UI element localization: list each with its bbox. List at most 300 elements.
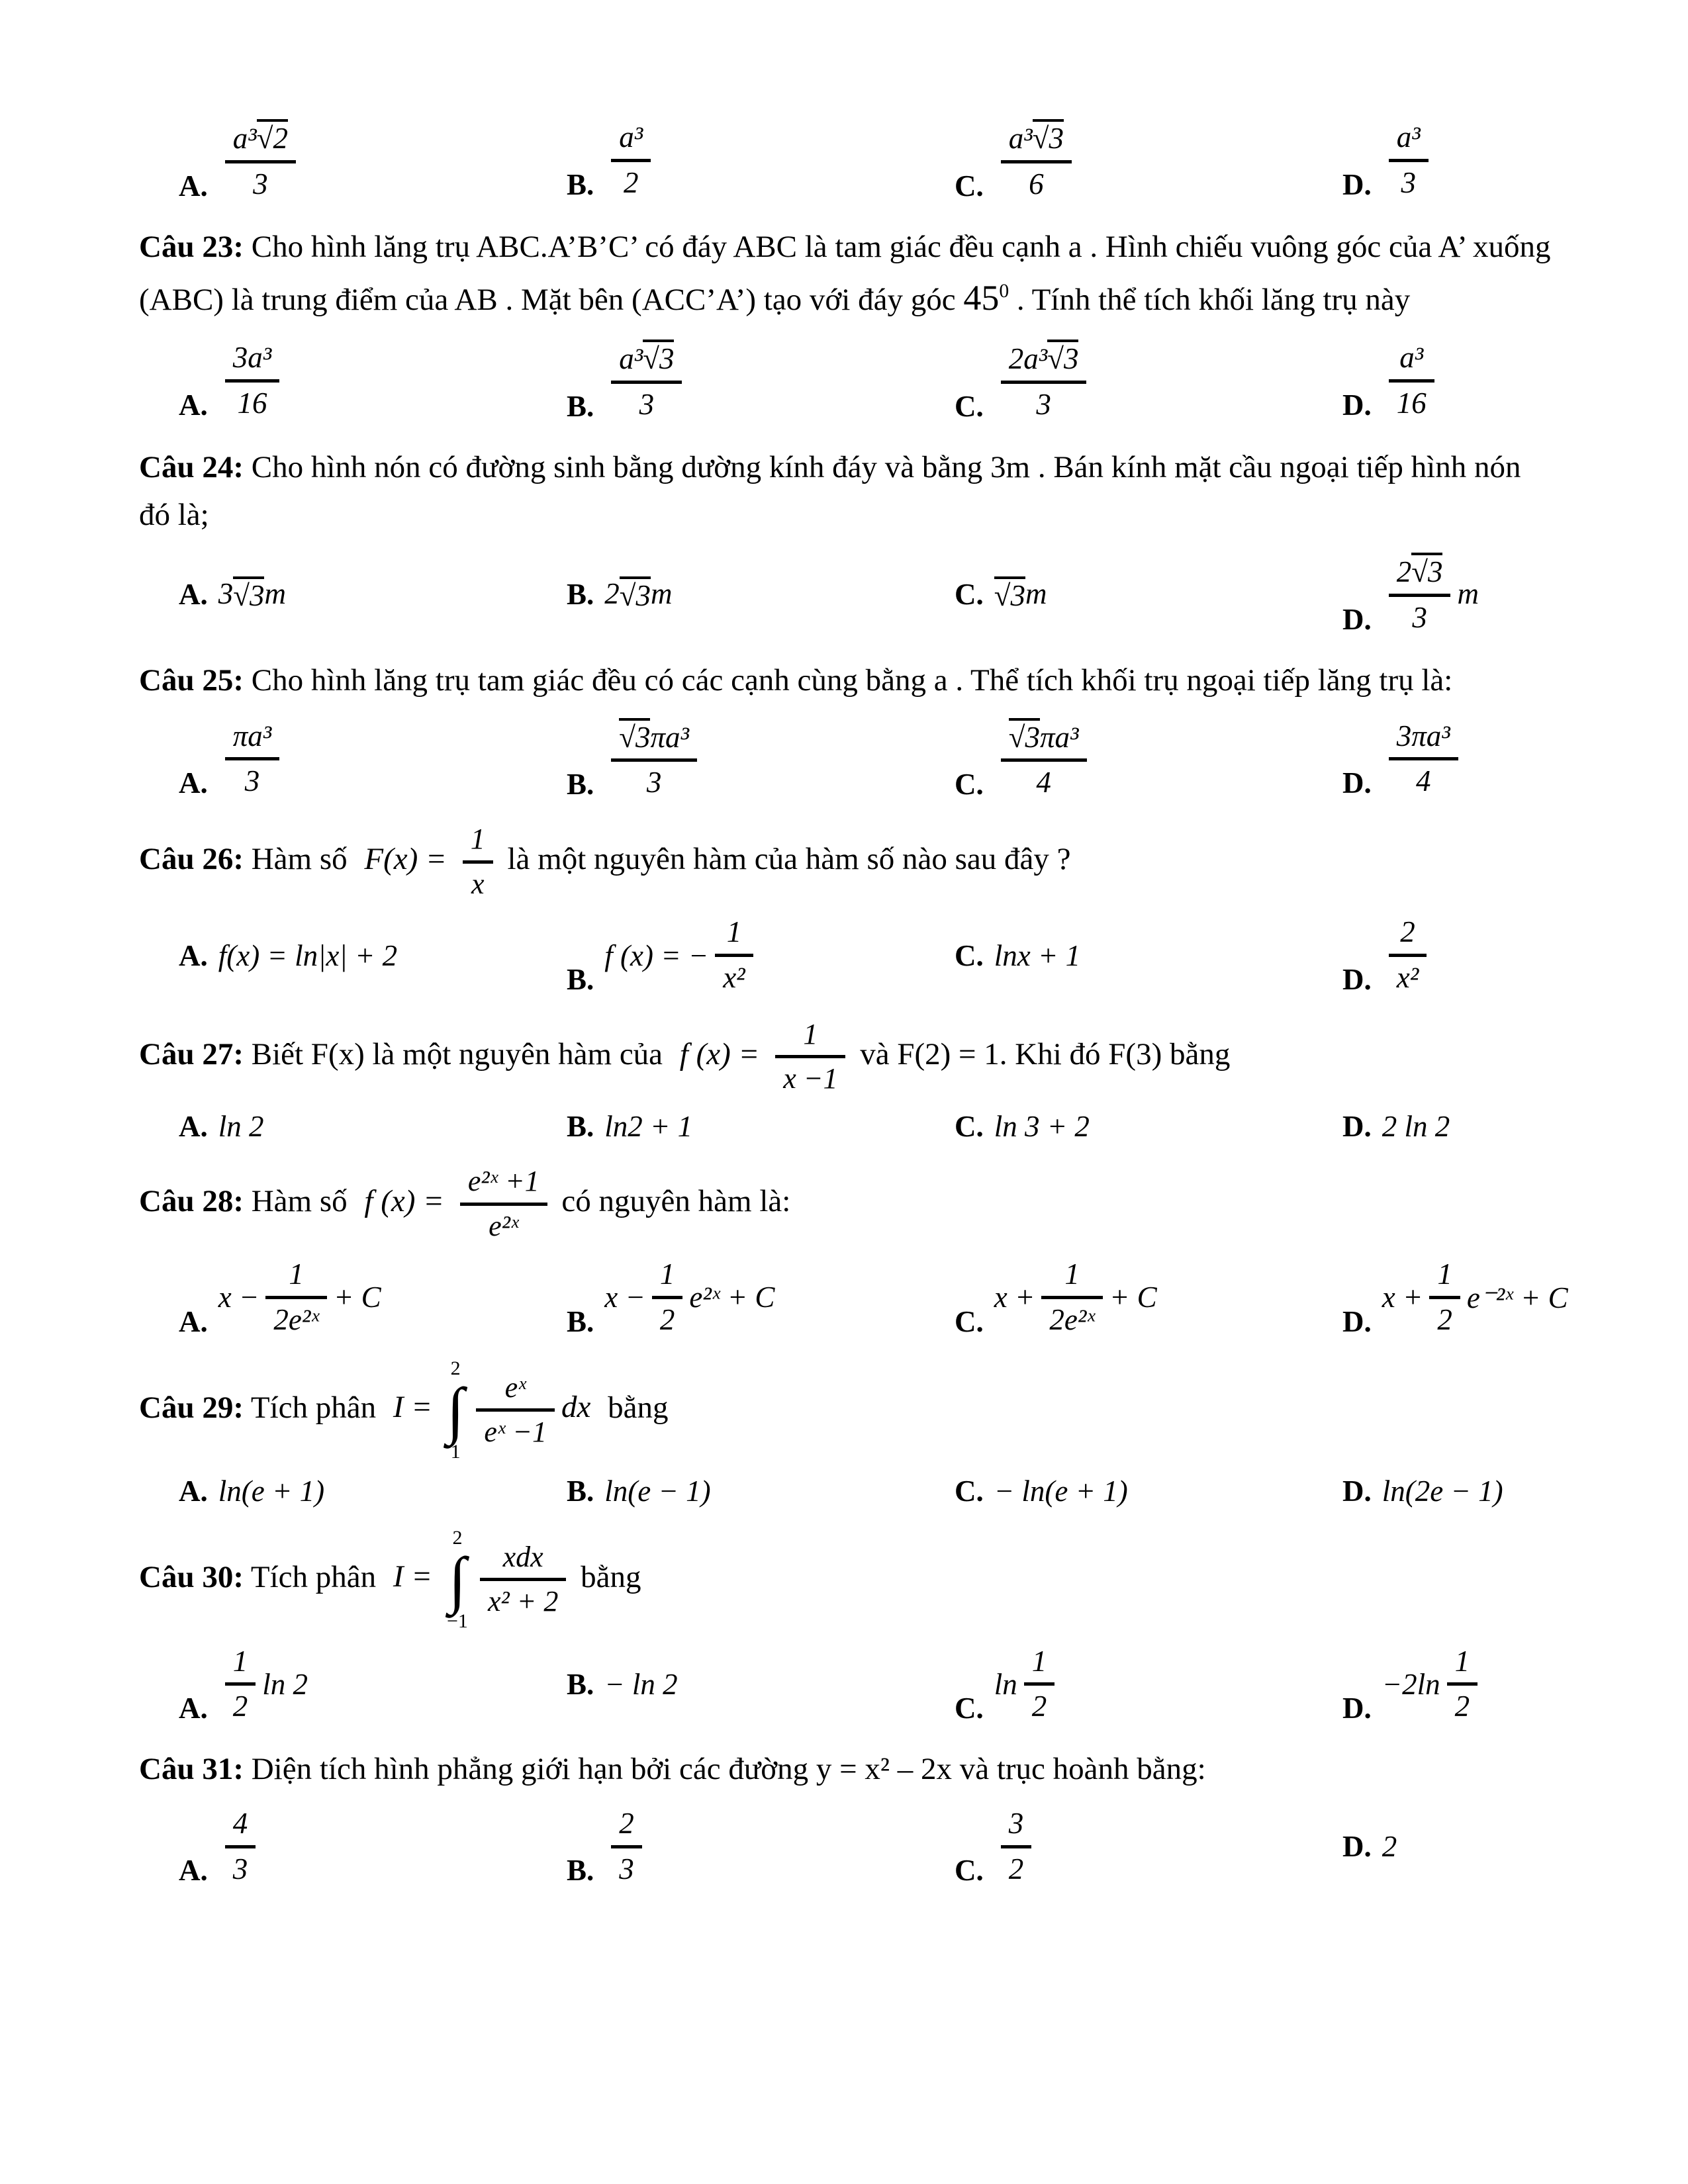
- option-value: [994, 1256, 1157, 1339]
- option-value: [604, 1256, 774, 1339]
- option-c: [955, 1256, 1342, 1339]
- option-value: [604, 1667, 677, 1702]
- angle-number: 45: [963, 278, 1000, 318]
- fraction: [225, 718, 280, 801]
- fraction: [1001, 118, 1072, 203]
- option-value: [604, 1805, 649, 1888]
- option-d: [1342, 1643, 1688, 1726]
- option-value: [1382, 1256, 1568, 1339]
- question-stem: [139, 1017, 1556, 1097]
- option-label: D.: [1342, 766, 1372, 800]
- option-label: D.: [1342, 167, 1372, 201]
- option-label: D.: [1342, 1474, 1372, 1508]
- question-stem: [139, 1359, 1556, 1462]
- option-label: B.: [567, 768, 594, 801]
- denominator: 6: [1001, 160, 1072, 203]
- question-27-options: [139, 1109, 1556, 1144]
- option-label: A.: [179, 578, 208, 612]
- option-label: A.: [179, 169, 208, 203]
- question-23: [139, 223, 1556, 424]
- option-value: [994, 717, 1094, 802]
- option-a: [179, 1805, 567, 1888]
- question-stem: [139, 1528, 1556, 1631]
- numerator: πa³: [232, 719, 272, 752]
- question-28-options: [139, 1256, 1568, 1339]
- option-label: B.: [567, 1854, 594, 1888]
- option-label: C.: [955, 938, 984, 972]
- option-value: [218, 1643, 308, 1726]
- fraction: [715, 914, 753, 997]
- expression-head: x +: [1382, 1281, 1423, 1314]
- denominator: 3: [1389, 159, 1429, 202]
- fraction: [1001, 717, 1087, 802]
- option-b: [567, 338, 955, 424]
- radical: √2: [257, 119, 288, 154]
- option-label: B.: [567, 1474, 594, 1508]
- option-label: C.: [955, 169, 984, 203]
- stem-text-tail: có nguyên hàm là:: [553, 1183, 791, 1218]
- radical: √3: [994, 576, 1025, 612]
- unit: m: [1025, 577, 1047, 611]
- fraction: [225, 118, 296, 203]
- option-label: C.: [955, 1854, 984, 1888]
- expression: f(x) = ln|x| + 2: [218, 938, 398, 972]
- option-label: B.: [567, 1109, 594, 1143]
- stem-text-tail: bằng: [573, 1559, 641, 1594]
- fraction: [611, 1805, 642, 1888]
- option-value: [218, 1805, 263, 1888]
- fraction: [1389, 551, 1451, 637]
- question-23-options: [139, 338, 1556, 424]
- numerator: 1: [1064, 1257, 1080, 1291]
- option-a: [179, 340, 567, 422]
- option-label: A.: [179, 1109, 208, 1143]
- option-label: D.: [1342, 1692, 1372, 1725]
- question-28: [139, 1163, 1568, 1339]
- option-label: A.: [179, 938, 208, 972]
- stem-text: Tích phân: [250, 1390, 384, 1425]
- option-label: C.: [955, 389, 984, 423]
- numerator: 2: [1400, 915, 1415, 949]
- question-stem: [139, 223, 1556, 327]
- option-label: B.: [567, 167, 594, 201]
- numerator: 1: [232, 1644, 248, 1678]
- denominator: eˣ −1: [476, 1408, 555, 1451]
- numerator: 2: [619, 1806, 634, 1840]
- option-value: [604, 1109, 692, 1144]
- option-a: [179, 118, 567, 203]
- option-value: [218, 1109, 264, 1144]
- stem-text: Hàm số: [251, 841, 355, 876]
- numerator: eˣ: [504, 1371, 526, 1404]
- option-label: B.: [567, 578, 594, 612]
- option-value: [994, 938, 1080, 973]
- option-value: [994, 1805, 1039, 1888]
- option-b: [567, 1805, 955, 1888]
- fraction: [652, 1256, 683, 1339]
- option-label: B.: [567, 389, 594, 423]
- fraction: [1447, 1643, 1478, 1726]
- option-value: [1382, 1829, 1397, 1864]
- numerator: 3a³: [232, 341, 272, 375]
- option-value: [1382, 1474, 1503, 1508]
- option-value: [604, 338, 688, 424]
- question-22-options: [139, 118, 1556, 203]
- option-label: A.: [179, 766, 208, 800]
- stem-text: Hàm số: [251, 1183, 355, 1218]
- option-value: [604, 717, 704, 802]
- question-number: Câu 25:: [139, 662, 244, 698]
- denominator: e²ˣ: [460, 1203, 547, 1245]
- stem-text: Biết F(x) là một nguyên hàm của: [251, 1036, 671, 1071]
- question-number: Câu 28:: [139, 1183, 244, 1218]
- expression: 2 ln 2: [1382, 1109, 1450, 1143]
- numerator: 1: [1031, 1644, 1047, 1678]
- numerator: 3: [1008, 1806, 1024, 1840]
- question-number: Câu 31:: [139, 1752, 244, 1787]
- expression: ln(e + 1): [218, 1474, 325, 1508]
- denominator: 2: [225, 1682, 256, 1725]
- expression-tail: + C: [1109, 1281, 1157, 1314]
- question-number: Câu 27:: [139, 1036, 244, 1071]
- option-label: D.: [1342, 1830, 1372, 1864]
- expression: ln 2: [218, 1109, 264, 1143]
- denominator: 2e²ˣ: [1041, 1296, 1103, 1339]
- option-label: D.: [1342, 1109, 1372, 1143]
- option-value: [994, 1643, 1062, 1726]
- fraction: [480, 1539, 566, 1620]
- question-stem: [139, 821, 1556, 902]
- fraction: [463, 821, 493, 902]
- expression-head: ln: [994, 1667, 1017, 1701]
- stem-text: Cho hình nón có đường sinh bằng dường kính đáy và bằng 3m . Bán kính mặt cầu ngoại tiếp hình nón đó là;: [139, 449, 1521, 533]
- numerator-tail: πa³: [1039, 720, 1079, 754]
- option-label: D.: [1342, 602, 1372, 636]
- option-label: C.: [955, 1109, 984, 1143]
- fraction: [1389, 914, 1427, 997]
- denominator: 2: [611, 159, 651, 202]
- numerator: a³: [232, 122, 257, 155]
- option-label: A.: [179, 1692, 208, 1725]
- radical: √3: [1411, 553, 1442, 588]
- question-stem: [139, 1163, 1556, 1244]
- option-d: [1342, 718, 1688, 801]
- fraction: [1389, 718, 1458, 801]
- numerator: a³: [1399, 341, 1424, 375]
- option-value: [1382, 119, 1435, 202]
- fraction: [1389, 340, 1434, 422]
- option-d: [1342, 914, 1688, 997]
- radical: √3: [1033, 119, 1064, 154]
- radical: √3: [233, 576, 264, 612]
- denominator: 16: [1389, 379, 1434, 422]
- option-a: [179, 1256, 567, 1339]
- option-value: [994, 118, 1078, 203]
- radical: √3: [619, 718, 650, 753]
- unit: m: [1457, 577, 1479, 611]
- option-label: C.: [955, 578, 984, 612]
- numerator: a³: [1396, 120, 1421, 154]
- denominator: x²: [715, 954, 753, 997]
- stem-text: Cho hình lăng trụ ABC.A’B’C’ có đáy ABC là tam giác đều cạnh a . Hình chiếu vuông góc của A’ xuống (ABC) là trung điểm của AB . Mặt bên (ACC’A’) tạo với đáy góc: [139, 229, 1551, 318]
- question-26-options: [139, 914, 1556, 997]
- unit: m: [264, 577, 286, 611]
- option-c: [955, 938, 1342, 973]
- option-d: [1342, 340, 1688, 422]
- denominator: 3: [225, 1845, 256, 1888]
- expression: lnx + 1: [994, 938, 1081, 972]
- expression: ln(2e − 1): [1382, 1474, 1503, 1508]
- option-value: [604, 1474, 710, 1508]
- option-a: [179, 576, 567, 612]
- expression: − ln 2: [604, 1667, 678, 1701]
- numerator: 3πa³: [1396, 719, 1450, 752]
- option-value: [604, 119, 657, 202]
- numerator: 1: [726, 915, 742, 949]
- option-c: [955, 1474, 1342, 1508]
- denominator: x −1: [775, 1055, 845, 1097]
- option-label: C.: [955, 1692, 984, 1725]
- option-d: [1342, 1474, 1688, 1508]
- option-d: [1342, 1256, 1688, 1339]
- denominator: 3: [611, 758, 697, 801]
- option-value: [218, 1256, 381, 1339]
- question-26: [139, 821, 1556, 997]
- option-value: [604, 576, 672, 612]
- integral-icon: ∫: [447, 1374, 465, 1445]
- option-value: [218, 718, 287, 801]
- option-a: [179, 1643, 567, 1726]
- option-value: [218, 340, 287, 422]
- denominator: 2: [1429, 1296, 1460, 1339]
- numerator: 1: [470, 823, 485, 856]
- radical: √3: [1009, 718, 1040, 753]
- option-a: [179, 1474, 567, 1508]
- option-value: [994, 576, 1047, 612]
- numerator: 2a³: [1008, 342, 1048, 376]
- denominator: x: [463, 860, 493, 903]
- radical: √3: [1047, 340, 1078, 375]
- function-expression: f (x) =: [679, 1036, 760, 1071]
- question-31-options: [139, 1805, 1556, 1888]
- fraction: [1001, 338, 1087, 424]
- numerator: a³: [1008, 122, 1033, 155]
- option-d: [1342, 1109, 1688, 1144]
- option-value: [1382, 718, 1465, 801]
- fraction: [1024, 1643, 1055, 1726]
- function-expression: F(x) =: [364, 841, 447, 876]
- option-value: [218, 118, 303, 203]
- option-value: [1382, 1643, 1484, 1726]
- option-label: D.: [1342, 1304, 1372, 1338]
- option-label: D.: [1342, 388, 1372, 422]
- numerator: 2: [1396, 555, 1412, 589]
- stem-text: Tích phân: [250, 1559, 384, 1594]
- expression: ln2 + 1: [604, 1109, 693, 1143]
- denominator: 3: [611, 381, 682, 424]
- option-label: C.: [955, 768, 984, 801]
- upper-bound: 2: [452, 1526, 463, 1549]
- unit: m: [650, 577, 673, 611]
- question-24: [139, 443, 1556, 637]
- denominator: 3: [225, 757, 280, 800]
- fraction: [460, 1163, 547, 1244]
- option-label: B.: [567, 1667, 594, 1701]
- upper-bound: 2: [450, 1357, 461, 1379]
- denominator: 4: [1001, 758, 1087, 801]
- question-29-options: [139, 1474, 1556, 1508]
- question-24-options: [139, 551, 1556, 637]
- option-value: [994, 1474, 1128, 1508]
- question-stem: [139, 443, 1556, 540]
- option-label: A.: [179, 1474, 208, 1508]
- fraction: [1429, 1256, 1460, 1339]
- option-b: [567, 914, 955, 997]
- option-a: [179, 1109, 567, 1144]
- question-27: [139, 1017, 1556, 1144]
- angle-exponent: 0: [999, 281, 1009, 302]
- option-label: A.: [179, 1854, 208, 1888]
- option-value: [218, 576, 286, 612]
- option-label: C.: [955, 1474, 984, 1508]
- expression: 2: [1382, 1830, 1397, 1864]
- fraction: [225, 1805, 256, 1888]
- denominator: 2: [1447, 1682, 1478, 1725]
- stem-text: Cho hình lăng trụ tam giác đều có các cạnh cùng bằng a . Thể tích khối trụ ngoại tiếp lăng trụ là:: [251, 662, 1453, 698]
- fraction: [1001, 1805, 1032, 1888]
- option-b: [567, 1474, 955, 1508]
- option-d: [1342, 1829, 1688, 1864]
- expression-tail: + C: [334, 1281, 381, 1314]
- expression: − ln(e + 1): [994, 1474, 1128, 1508]
- question-31: [139, 1745, 1556, 1888]
- option-b: [567, 119, 955, 202]
- numerator: xdx: [502, 1540, 543, 1573]
- option-label: B.: [567, 962, 594, 996]
- expression-head: f (x) = −: [604, 938, 709, 972]
- fraction: [225, 340, 280, 422]
- option-value: [1382, 551, 1479, 637]
- expression-head: x −: [604, 1281, 645, 1314]
- expression-head: x +: [994, 1281, 1035, 1314]
- option-c: [955, 1643, 1342, 1726]
- numerator: 1: [1437, 1257, 1452, 1291]
- fraction: [1389, 119, 1429, 202]
- fraction: [775, 1017, 845, 1097]
- option-label: C.: [955, 1304, 984, 1338]
- expression: ln 3 + 2: [994, 1109, 1090, 1143]
- stem-text-tail: và F(2) = 1. Khi đó F(3) bằng: [852, 1036, 1231, 1071]
- option-c: [955, 1109, 1342, 1144]
- option-value: [604, 914, 759, 997]
- lower-bound: −1: [447, 1610, 468, 1632]
- integral-name: I =: [393, 1390, 433, 1425]
- stem-text-tail: là một nguyên hàm của hàm số nào sau đây ?: [499, 841, 1071, 876]
- numerator-tail: πa³: [650, 720, 690, 754]
- fraction: [476, 1370, 555, 1451]
- differential: dx: [561, 1390, 591, 1425]
- coefficient: 2: [604, 577, 620, 611]
- denominator: x²: [1389, 954, 1427, 997]
- denominator: 3: [1389, 594, 1451, 637]
- numerator: 1: [1454, 1644, 1470, 1678]
- numerator: 1: [803, 1017, 818, 1050]
- question-29: [139, 1359, 1556, 1508]
- question-25: [139, 657, 1556, 801]
- question-30: [139, 1528, 1556, 1726]
- question-stem: [139, 657, 1556, 705]
- option-c: [955, 338, 1342, 424]
- fraction: [1041, 1256, 1103, 1339]
- option-value: [1382, 914, 1433, 997]
- option-b: [567, 1109, 955, 1144]
- question-30-options: [139, 1643, 1556, 1726]
- question-number: Câu 24:: [139, 449, 244, 484]
- lower-bound: 1: [450, 1440, 461, 1463]
- denominator: 2: [652, 1296, 683, 1339]
- denominator: 3: [225, 160, 296, 203]
- integral-name: I =: [393, 1559, 433, 1594]
- stem-text-tail: bằng: [600, 1390, 669, 1425]
- coefficient: 3: [218, 577, 234, 611]
- denominator: 3: [1001, 381, 1087, 424]
- expression-head: x −: [218, 1281, 259, 1314]
- stem-text: Diện tích hình phẳng giới hạn bởi các đường y = x² – 2x và trục hoành bằng:: [251, 1752, 1206, 1787]
- question-25-options: [139, 717, 1556, 802]
- expression-tail: e⁻²ˣ + C: [1466, 1281, 1568, 1314]
- option-b: [567, 717, 955, 802]
- fraction: [611, 119, 651, 202]
- angle-value: [963, 278, 1009, 318]
- option-b: [567, 576, 955, 612]
- option-value: [994, 338, 1094, 424]
- fraction: [611, 717, 697, 802]
- option-b: [567, 1667, 955, 1702]
- denominator: 4: [1389, 757, 1458, 800]
- option-label: D.: [1342, 962, 1372, 996]
- expression-tail: ln 2: [262, 1667, 308, 1701]
- option-d: [1342, 119, 1688, 202]
- option-value: [218, 1474, 324, 1508]
- question-number: Câu 26:: [139, 841, 244, 876]
- integral-icon: ∫: [448, 1543, 467, 1615]
- option-c: [955, 118, 1342, 203]
- option-c: [955, 1805, 1342, 1888]
- option-b: [567, 1256, 955, 1339]
- option-c: [955, 717, 1342, 802]
- option-value: [218, 938, 397, 973]
- question-number: Câu 29:: [139, 1390, 244, 1425]
- radical: √3: [643, 340, 674, 375]
- radical: √3: [620, 576, 651, 612]
- numerator: 1: [659, 1257, 675, 1291]
- numerator: a³: [619, 342, 643, 376]
- option-label: B.: [567, 1304, 594, 1338]
- expression-tail: e²ˣ + C: [689, 1281, 775, 1314]
- denominator: 2: [1001, 1845, 1032, 1888]
- denominator: 2e²ˣ: [265, 1296, 327, 1339]
- option-d: [1342, 551, 1688, 637]
- integral: [447, 1359, 464, 1462]
- denominator: x² + 2: [480, 1578, 566, 1620]
- option-value: [1382, 1109, 1450, 1144]
- expression-head: −2ln: [1382, 1667, 1440, 1701]
- numerator: 1: [289, 1257, 304, 1291]
- fraction: [611, 338, 682, 424]
- denominator: 16: [225, 379, 280, 422]
- integral: [447, 1528, 468, 1631]
- question-stem: [139, 1745, 1556, 1794]
